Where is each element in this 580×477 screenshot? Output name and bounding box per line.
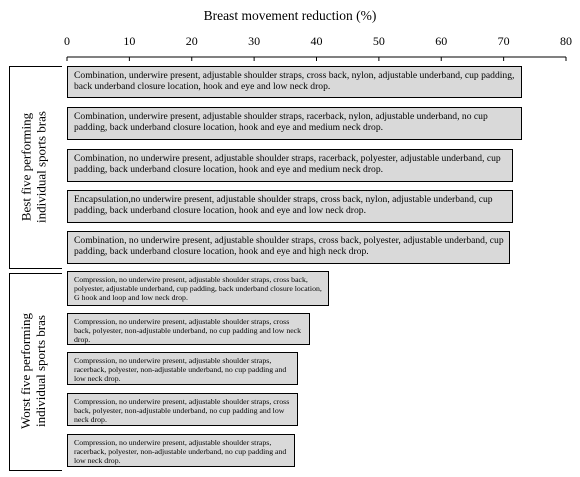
bar-best-2 <box>67 107 522 140</box>
bar-label: Combination, underwire present, adjustable shoulder straps, cross back, nylon, adjustable underband, cup padding, back underband closure location, hook and eye and low neck drop. <box>74 70 515 93</box>
bar-worst-7 <box>67 313 310 345</box>
bar-best-1 <box>67 66 522 98</box>
bar-worst-6 <box>67 271 329 306</box>
x-tick-label: 80 <box>560 34 572 48</box>
bar-best-3 <box>67 149 513 182</box>
bar-label: Combination, no underwire present, adjustable shoulder straps, cross back, polyester, adjustable underband, cup padding, back underband closure location, hook and eye and high neck drop. <box>74 235 504 258</box>
group-label-worst: Worst five performing individual sports bras <box>18 313 48 429</box>
bar-label: Combination, no underwire present, adjustable shoulder straps, racerback, polyester, adjustable underband, cup padding, back underband closure location, hook and eye and medium neck drop. <box>74 153 501 176</box>
bar-label: Encapsulation,no underwire present, adjustable shoulder straps, cross back, nylon, adjustable underband, cup padding, back underband closure location, hook and eye and low neck drop. <box>74 194 493 217</box>
x-tick-label: 0 <box>64 34 70 48</box>
bar-label: Compression, no underwire present, adjustable shoulder straps, cross back, polyester, non-adjustable underband, no cup padding and low neck drop. <box>74 317 302 345</box>
x-tick-label: 40 <box>310 34 323 48</box>
x-tick-label: 60 <box>435 34 448 48</box>
bar-best-4 <box>67 190 513 223</box>
bar-label: Compression, no underwire present, adjustable shoulder straps, cross back, polyester, adjustable underband, cup padding, back underband closure location, G hook and loop and low neck drop. <box>74 275 322 303</box>
bar-worst-10 <box>67 434 295 467</box>
group-label-best: Best five performing individual sports bras <box>18 110 48 223</box>
bar-label: Compression, no underwire present, adjustable shoulder straps, racerback, polyester, non-adjustable underband, no cup padding and low neck drop. <box>74 356 287 384</box>
bar-label: Compression, no underwire present, adjustable shoulder straps, cross back, polyester, non-adjustable underband, no cup padding and low neck drop. <box>74 397 290 425</box>
bar-label: Combination, underwire present, adjustable shoulder straps, racerback, nylon, adjustable underband, no cup padding, back underband closure location, hook and eye and medium neck drop. <box>74 111 488 134</box>
x-tick-label: 50 <box>372 34 385 48</box>
bar-label: Compression, no underwire present, adjustable shoulder straps, racerback, polyester, non-adjustable underband, no cup padding and low neck drop. <box>74 438 287 466</box>
bar-worst-8 <box>67 352 298 385</box>
x-tick-label: 70 <box>497 34 510 48</box>
x-tick-label: 30 <box>248 34 261 48</box>
x-tick-label: 20 <box>185 34 198 48</box>
bar-worst-9 <box>67 393 298 426</box>
x-axis-title: Breast movement reduction (%) <box>203 8 377 23</box>
bar-best-5 <box>67 231 510 264</box>
x-tick-label: 10 <box>123 34 136 48</box>
